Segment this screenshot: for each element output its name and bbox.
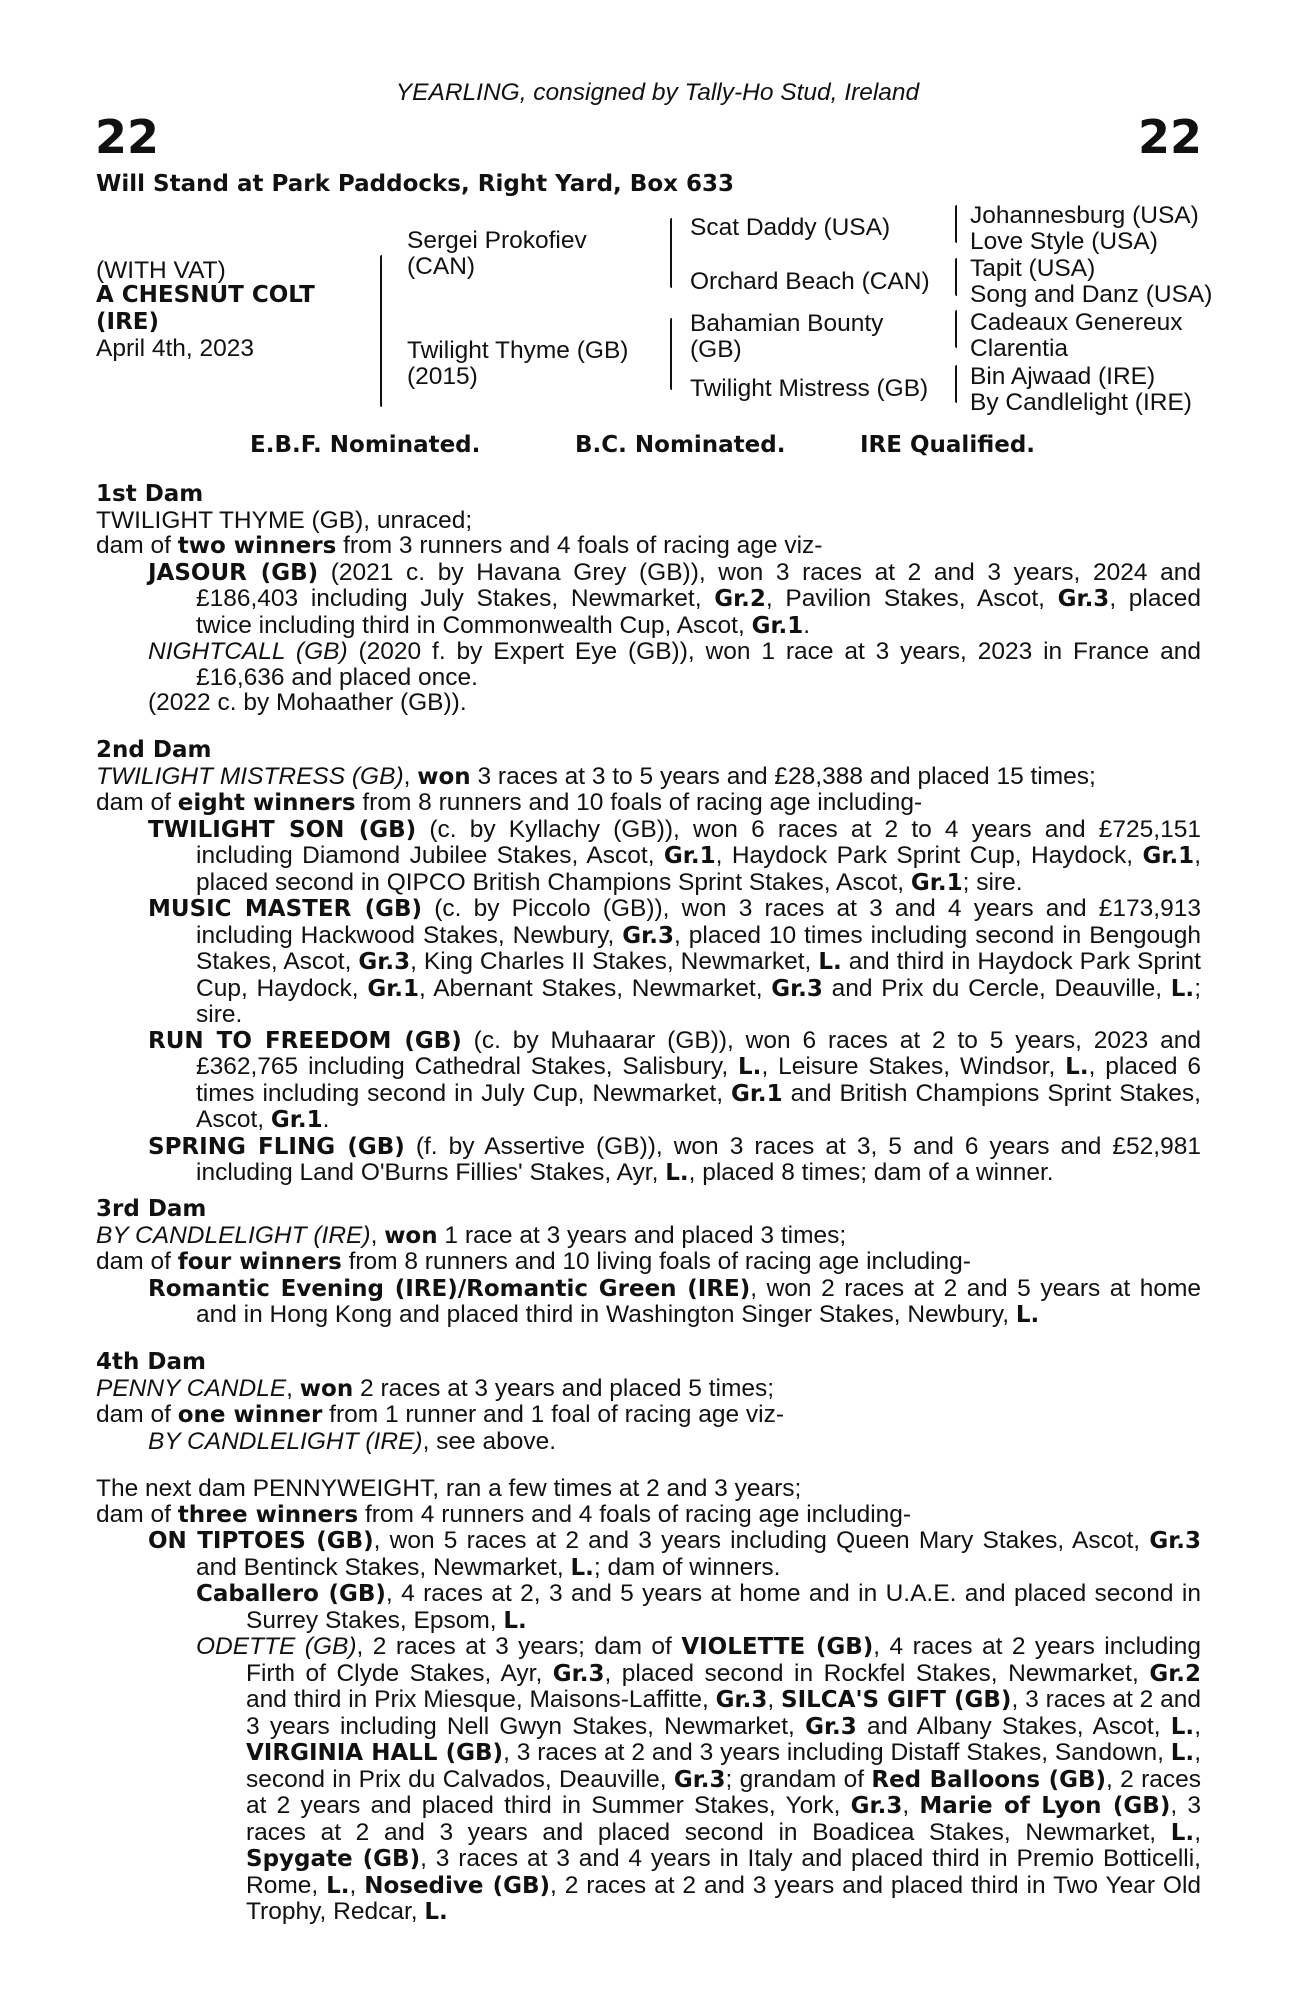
dam-name: Twilight Thyme (GB) [407,337,629,364]
progeny-entry: ODETTE (GB), 2 races at 3 years; dam of VIOLETTE (GB), 4 races at 2 years including Firth of Clyde Stakes, Ayr, Gr.3, placed second in Rockfel Stakes, Newmarket, Gr.2 and third in Prix Miesque, Maisons-Laffitte, Gr.3, SILCA'S GIFT (GB), 3 races at 2 and 3 years including Nell Gwyn Stakes, Newmarket, Gr.3 and Albany Stakes, Ascot, L., VIRGINIA HALL (GB), 3 races at 2 and 3 years including Distaff Stakes, Sandown, L., second in Prix du Calvados, Deauville, Gr.3; grandam of Red Balloons (GB), 2 races at 2 years and placed third in Summer Stakes, York, Gr.3, Marie of Lyon (GB), 3 races at 2 and 3 years and placed second in Boadicea Stakes, Newmarket, L., Spygate (GB), 3 races at 3 and 4 years in Italy and placed third in Premio Botticelli, Rome, L., Nosedive (GB), 2 races at 2 and 3 years and placed third in Two Year Old Trophy, Redcar, L. [196,1633,1202,1925]
sire-sire: Scat Daddy (USA) [690,214,891,241]
dam-name-line: TWILIGHT MISTRESS (GB), won 3 races at 3 to 5 years and £28,388 and placed 15 times; [96,762,1096,790]
progeny-entry: MUSIC MASTER (GB) (c. by Piccolo (GB)), won 3 races at 3 and 4 years and £173,913 including Hackwood Stakes, Newbury, Gr.3, placed 10 times including second in Bengough Stakes, Ascot, Gr.3, King Charles II Stakes, Newmarket, L. and third in Haydock Park Sprint Cup, Haydock, Gr.1, Abernant Stakes, Newmarket, Gr.3 and Prix du Cercle, Deauville, L.; sire. [148,895,1201,1028]
first-dam-section [96,482,1201,716]
sdd: Song and Danz (USA) [970,281,1213,308]
progeny-entry: RUN TO FREEDOM (GB) (c. by Muhaarar (GB)), won 6 races at 2 to 5 years, 2023 and £362,765 including Cathedral Stakes, Salisbury, L., Leisure Stakes, Windsor, L., placed 6 times including second in July Cup, Newmarket, Gr.1 and British Champions Sprint Stakes, Ascot, Gr.1. [148,1026,1201,1133]
ddd: By Candlelight (IRE) [970,389,1192,416]
section-heading: 1st Dam [96,481,204,507]
progeny-entry: BY CANDLELIGHT (IRE), see above. [148,1427,557,1455]
third-dam-section [96,1197,1201,1329]
dam-of-line: dam of two winners from 3 runners and 4 foals of racing age viz- [96,532,823,559]
dam-of-line: dam of one winner from 1 runner and 1 foal of racing age viz- [96,1401,784,1428]
dsd: Clarentia [970,335,1069,362]
dam-of-line: dam of three winners from 4 runners and 4 foals of racing age including- [96,1500,912,1528]
dam-name-line: PENNY CANDLE, won 2 races at 3 years and placed 5 times; [96,1374,775,1402]
dam-dam: Twilight Mistress (GB) [690,375,929,402]
ire-qualified: IRE Qualified. [860,432,1036,458]
fourth-dam-section [96,1350,1201,1454]
pedigree-brace-ss [955,205,957,243]
dam-sire-country: (GB) [690,336,742,363]
sire-country: (CAN) [407,253,476,280]
section-heading: 4th Dam [96,1349,206,1375]
lot-number-right: 22 [1137,110,1202,164]
pedigree-brace-dd [955,365,957,403]
horse-name: A CHESNUT COLT [96,282,315,308]
vat-note: (WITH VAT) [96,257,226,284]
dss: Cadeaux Genereux [970,309,1183,336]
progeny-entry: (2022 c. by Mohaather (GB)). [148,689,467,716]
stand-location: Will Stand at Park Paddocks, Right Yard, Box 633 [96,171,734,197]
pedigree-brace-main [380,255,382,407]
section-heading: 2nd Dam [96,737,212,763]
foaling-date: April 4th, 2023 [96,335,254,362]
progeny-entry: JASOUR (GB) (2021 c. by Havana Grey (GB)), won 3 races at 2 and 3 years, 2024 and £186,403 including July Stakes, Newmarket, Gr.2, Pavilion Stakes, Ascot, Gr.3, placed twice including third in Commonwealth Cup, Ascot, Gr.1. [148,558,1201,639]
dam-year: (2015) [407,363,478,390]
horse-country: (IRE) [96,309,160,335]
progeny-entry: ON TIPTOES (GB), won 5 races at 2 and 3 years including Queen Mary Stakes, Ascot, Gr.3 and Bentinck Stakes, Newmarket, L.; dam of winners. [148,1527,1202,1581]
progeny-entry: Romantic Evening (IRE)/Romantic Green (IRE), won 2 races at 2 and 5 years at home and in Hong Kong and placed third in Washington Singer Stakes, Newbury, L. [148,1274,1202,1328]
progeny-entry: TWILIGHT SON (GB) (c. by Kyllachy (GB)), won 6 races at 2 to 4 years and £725,151 including Diamond Jubilee Stakes, Ascot, Gr.1, Haydock Park Sprint Cup, Haydock, Gr.1, placed second in QIPCO British Champions Sprint Stakes, Ascot, Gr.1; sire. [148,815,1201,896]
second-dam-section [96,738,1201,1187]
progeny-entry: NIGHTCALL (GB) (2020 f. by Expert Eye (GB)), won 1 race at 3 years, 2023 in France and £16,636 and placed once. [148,638,1201,691]
sds: Tapit (USA) [970,255,1096,282]
dam-name-line: BY CANDLELIGHT (IRE), won 1 race at 3 years and placed 3 times; [96,1221,847,1249]
pedigree-brace-sd [955,258,957,296]
dam-of-line: dam of eight winners from 8 runners and 10 foals of racing age including- [96,789,923,816]
progeny-entry: Caballero (GB), 4 races at 2, 3 and 5 years at home and in U.A.E. and placed second in Surrey Stakes, Epsom, L. [196,1580,1201,1634]
sire-name: Sergei Prokofiev [407,227,587,254]
pedigree-brace-ds [955,310,957,348]
progeny-entry: SPRING FLING (GB) (f. by Assertive (GB)), won 3 races at 3, 5 and 6 years and £52,981 including Land O'Burns Fillies' Stakes, Ayr, L., placed 8 times; dam of a winner. [148,1132,1201,1186]
sale-subtitle: YEARLING, consigned by Tally-Ho Stud, Ireland [395,79,920,106]
sire-dam: Orchard Beach (CAN) [690,268,930,295]
dam-sire-name: Bahamian Bounty [690,310,884,337]
next-dam-line: The next dam PENNYWEIGHT, ran a few times at 2 and 3 years; [96,1475,802,1502]
sss: Johannesburg (USA) [970,202,1199,229]
bc-nomination: B.C. Nominated. [575,432,786,458]
pedigree-brace-dam [670,318,672,390]
dds: Bin Ajwaad (IRE) [970,363,1156,390]
dam-name-line: TWILIGHT THYME (GB), unraced; [96,506,473,534]
lot-number-left: 22 [95,110,160,164]
section-heading: 3rd Dam [96,1196,207,1222]
ssd: Love Style (USA) [970,228,1158,255]
pedigree-brace-sire [670,218,672,288]
dam-of-line: dam of four winners from 8 runners and 10 living foals of racing age including- [96,1248,971,1275]
ebf-nomination: E.B.F. Nominated. [250,432,481,458]
fifth-dam-section [96,1476,1201,1926]
